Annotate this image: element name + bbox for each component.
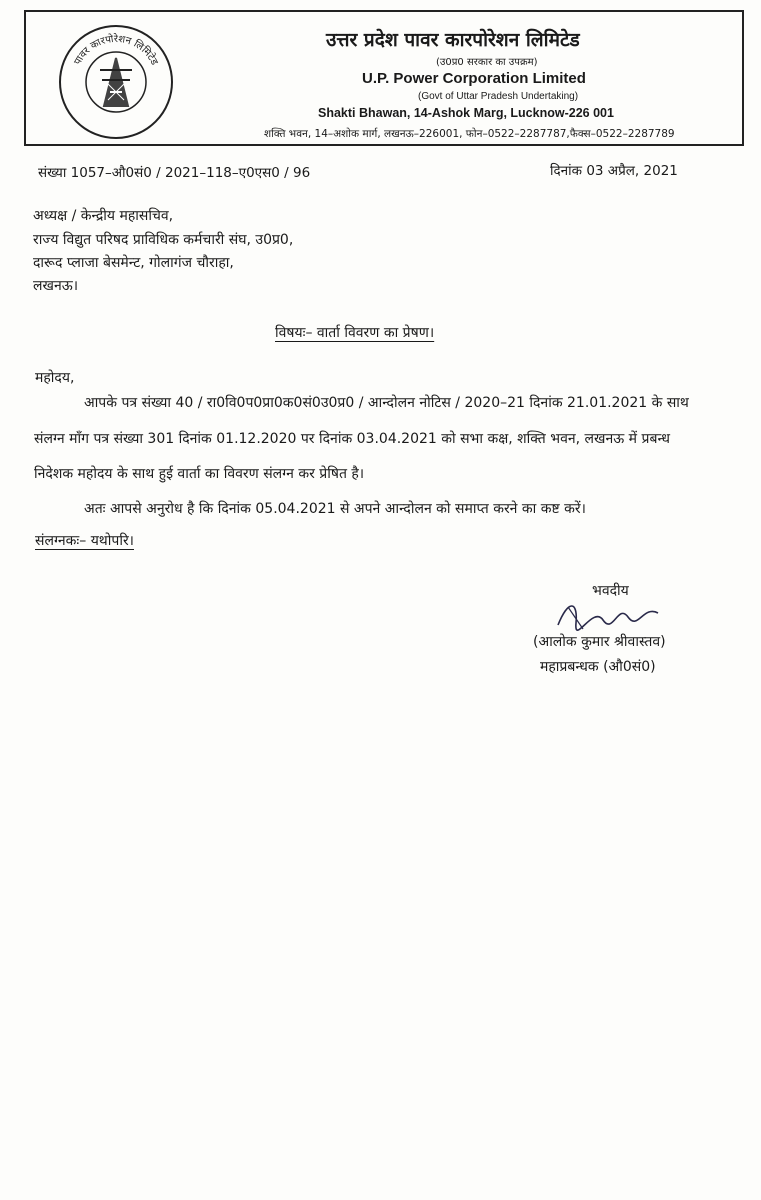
company-name-hindi: उत्तर प्रदेश पावर कारपोरेशन लिमिटेड bbox=[326, 29, 580, 51]
subject-line: विषयः– वार्ता विवरण का प्रेषण। bbox=[275, 325, 435, 341]
company-logo bbox=[56, 22, 176, 142]
company-contact: शक्ति भवन, 14–अशोक मार्ग, लखनऊ–226001, फोन–0522–2287787,फैक्स–0522–2287789 bbox=[264, 128, 675, 140]
enclosure-note: संलग्नकः– यथोपरि। bbox=[35, 533, 134, 549]
company-name-english: U.P. Power Corporation Limited bbox=[362, 70, 586, 87]
body-paragraph-line bbox=[34, 464, 364, 483]
transmission-tower-icon bbox=[100, 58, 132, 106]
salutation: महोदय, bbox=[35, 370, 75, 386]
letter-date: दिनांक 03 अप्रैल, 2021 bbox=[550, 163, 678, 179]
body-text: संलग्न माँग पत्र संख्या 301 दिनांक 01.12.2020 पर दिनांक 03.04.2021 को सभा कक्ष, शक्ति भवन, लखनऊ में प्रबन्ध bbox=[34, 431, 670, 447]
body-paragraph-line bbox=[84, 393, 731, 412]
body-paragraph-line bbox=[34, 429, 731, 448]
letterhead bbox=[24, 10, 744, 146]
closing-phrase: भवदीय bbox=[592, 583, 629, 599]
recipient-line: लखनऊ। bbox=[33, 278, 79, 294]
company-address: Shakti Bhawan, 14-Ashok Marg, Lucknow-226 001 bbox=[318, 106, 614, 120]
recipient-line: दारूद प्लाजा बेसमेन्ट, गोलागंज चौराहा, bbox=[33, 255, 234, 271]
reference-number: संख्या 1057–औ0सं0 / 2021–118–ए0एस0 / 96 bbox=[38, 165, 311, 181]
handwritten-signature bbox=[548, 595, 668, 635]
company-subtitle-hindi: (उ0प्र0 सरकार का उपक्रम) bbox=[436, 57, 538, 68]
logo-text-path: पावर कारपोरेशन लिमिटेड bbox=[72, 33, 160, 68]
company-subtitle-english: (Govt of Uttar Pradesh Undertaking) bbox=[418, 91, 579, 102]
body-text: आपके पत्र संख्या 40 / रा0वि0प0प्रा0क0सं0उ0प्र0 / आन्दोलन नोटिस / 2020–21 दिनांक 21.01.2021 के साथ bbox=[84, 395, 689, 411]
body-paragraph-line bbox=[84, 499, 586, 518]
body-text: अतः आपसे अनुरोध है कि दिनांक 05.04.2021 से अपने आन्दोलन को समाप्त करने का कष्ट करें। bbox=[84, 501, 586, 517]
recipient-line: अध्यक्ष / केन्द्रीय महासचिव, bbox=[33, 208, 174, 224]
body-text: निदेशक महोदय के साथ हुई वार्ता का विवरण संलग्न कर प्रेषित है। bbox=[34, 466, 365, 482]
signatory-designation: महाप्रबन्धक (औ0सं0) bbox=[540, 659, 656, 675]
signatory-name: (आलोक कुमार श्रीवास्तव) bbox=[533, 634, 666, 650]
recipient-line: राज्य विद्युत परिषद प्राविधिक कर्मचारी संघ, उ0प्र0, bbox=[33, 232, 294, 248]
